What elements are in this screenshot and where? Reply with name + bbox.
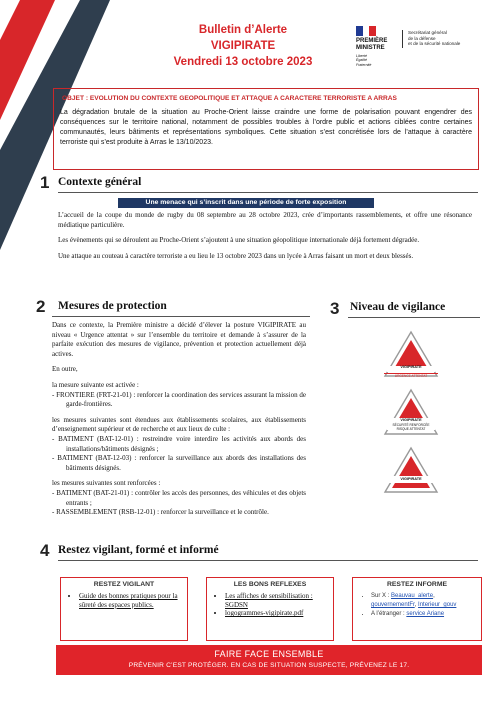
twitter-prefix: Sur X : (371, 593, 392, 599)
section2-body (52, 321, 306, 518)
flag-icon (356, 26, 376, 36)
card-restez-vigilant (60, 577, 188, 641)
interieur-link[interactable]: Interieur_gouv (418, 602, 457, 608)
list-item: - RASSEMBLEMENT (RSB-12-01) : renforcer la surveillance et le contrôle. (52, 508, 269, 517)
sg-line3: et de la sécurité nationale (408, 41, 461, 47)
sg-line2: de la défense (408, 35, 436, 41)
s1-paragraph2: Les évènements qui se déroulent au Proche-Orient s’ajoutent à une situation géopolitique internationale déjà fortement dégradée. (58, 236, 420, 245)
list-item: - BATIMENT (BAT-21-01) : contrôler les accès des personnes, des véhicules et des objets entrants ; (52, 488, 306, 507)
level2-label: SÉCURITÉ RENFORCÉE RISQUE ATTENTAT (392, 423, 430, 431)
vigilance-level-vigilance (380, 446, 442, 494)
premiere-ministre-logo (356, 26, 486, 86)
s1-paragraph3: Une attaque au couteau à caractère terroriste a eu lieu le 13 octobre 2023 dans un lycée à Arras faisant un mort et deux blessés. (58, 251, 414, 260)
section2-rule (52, 316, 310, 317)
card-restez-informe: RESTEZ INFORME • Sur X : Beauvau_alerte, gouvernementFr, Interieur_gouv • A l’étranger : service Ariane (352, 577, 482, 641)
logo-name1: PREMIÈRE (356, 38, 388, 44)
level2-name: VIGIPIRATE (400, 418, 422, 422)
section3-number: 3 (330, 299, 340, 318)
card1-title: RESTEZ VIGILANT (93, 581, 155, 588)
logogrammes-link[interactable]: logogrammes-vigipirate.pdf (225, 609, 304, 618)
s2-paragraph2: En outre, (52, 365, 78, 374)
title-line3: Vendredi 13 octobre 2023 (173, 56, 313, 68)
warning-triangle-icon (383, 446, 439, 494)
title-line2: VIGIPIRATE (210, 40, 276, 52)
card-bons-reflexes (206, 577, 334, 641)
bulletin-title (150, 22, 336, 70)
section2-title: Mesures de protection (58, 300, 167, 312)
footer-banner (56, 645, 482, 675)
affiches-link[interactable]: Les affiches de sensibilisation : SGDSN (225, 592, 313, 609)
s2-paragraph4: les mesures suivantes sont étendues aux établissements scolaires, aux établissements d’enseignement supérieur et de recherche et aux lieux de culte : (52, 415, 306, 434)
list-item: - BATIMENT (BAT-12-01) : restreindre voire interdire les activités aux abords des installations/bâtiments désignés ; (52, 434, 306, 453)
logo-motto2: Égalité (356, 58, 367, 63)
section1-banner: Une menace qui s’inscrit dans une période de forte exposition (118, 198, 374, 208)
objet-box (53, 88, 479, 170)
logo-motto3: Fraternité (356, 62, 372, 67)
section1-number: 1 (40, 173, 50, 192)
sg-line1: Secrétariat général (408, 30, 447, 35)
etranger-prefix: A l’étranger : (371, 611, 407, 617)
section3-title: Niveau de vigilance (350, 301, 446, 313)
section2-number: 2 (36, 297, 46, 316)
section4-rule (58, 560, 478, 561)
s2-paragraph3: la mesure suivante est activée : (52, 380, 139, 389)
section1-body (58, 211, 472, 267)
s1-paragraph1: L’accueil de la coupe du monde de rugby du 08 septembre au 28 octobre 2023, crée d’importants rassemblements, et offre une résonance médiatique particulière. (58, 211, 472, 229)
objet-title: OBJET : EVOLUTION DU CONTEXTE GEOPOLITIQUE ET ATTAQUE A CARACTERE TERRORISTE A ARRAS (62, 95, 397, 102)
level1-name: VIGIPIRATE (400, 365, 422, 369)
s2-paragraph5: les mesures suivantes sont renforcées : (52, 479, 161, 488)
info-cards (60, 577, 482, 641)
objet-text: La dégradation brutale de la situation au Proche-Orient laisse craindre une forme de polarisation pouvant engendrer des conséquences sur le territoire national, notamment de possibles troubles à l’ordre public et actions ciblées contre certaines communautés, leurs bâtiments et représentations symboliques. Cette situation s’est concrétisée lors de l’attaque à caractère terroriste qui s’est produite à Arras le 13/10/2023. (60, 109, 472, 146)
beauvau-alerte-link[interactable]: Beauvau_alerte (391, 593, 434, 599)
s2-paragraph1: Dans ce contexte, la Première ministre a décidé d’élever la posture VIGIPIRATE au niveau « Urgence attentat » sur l’ensemble du territoire et demande à s’assurer de la parfaite exécution des mesures de vigilance, prévention et protection actuellement déjà actives. (52, 321, 306, 358)
card2-title: LES BONS REFLEXES (233, 581, 307, 588)
footer-line1: FAIRE FACE ENSEMBLE (214, 649, 324, 659)
guide-link[interactable]: Guide des bonnes pratiques pour la sûreté des espaces publics. (79, 592, 178, 609)
logo-motto1: Liberté (356, 54, 367, 58)
section4-title: Restez vigilant, formé et informé (58, 544, 219, 556)
logo-name2: MINISTRE (356, 45, 385, 51)
gouvernement-link[interactable]: gouvernementFr (371, 602, 415, 608)
section1-rule (58, 192, 478, 193)
vigilance-level-securite (380, 388, 442, 436)
section3-rule (348, 317, 480, 318)
vigilance-level-urgence (380, 330, 442, 378)
title-line1: Bulletin d’Alerte (198, 24, 288, 36)
list-item: - FRONTIERE (FRT-21-01) : renforcer la coordination des services assurant la mission de garde-frontières. (52, 390, 306, 409)
footer-line2: PRÉVENIR C’EST PROTÉGER. EN CAS DE SITUATION SUSPECTE, PRÉVENEZ LE 17. (128, 662, 410, 669)
card3-title: RESTEZ INFORME (386, 581, 448, 588)
ariane-link[interactable]: service Ariane (406, 611, 445, 617)
list-item: - BATIMENT (BAT-12-03) : renforcer la surveillance aux abords des installations des bâtiments désignés. (52, 454, 306, 472)
section1-title: Contexte général (58, 176, 142, 188)
warning-triangle-icon (383, 330, 439, 378)
level3-name: VIGIPIRATE (400, 477, 422, 481)
level1-label: URGENCE ATTENTAT (384, 373, 438, 378)
section4-number: 4 (40, 541, 50, 560)
